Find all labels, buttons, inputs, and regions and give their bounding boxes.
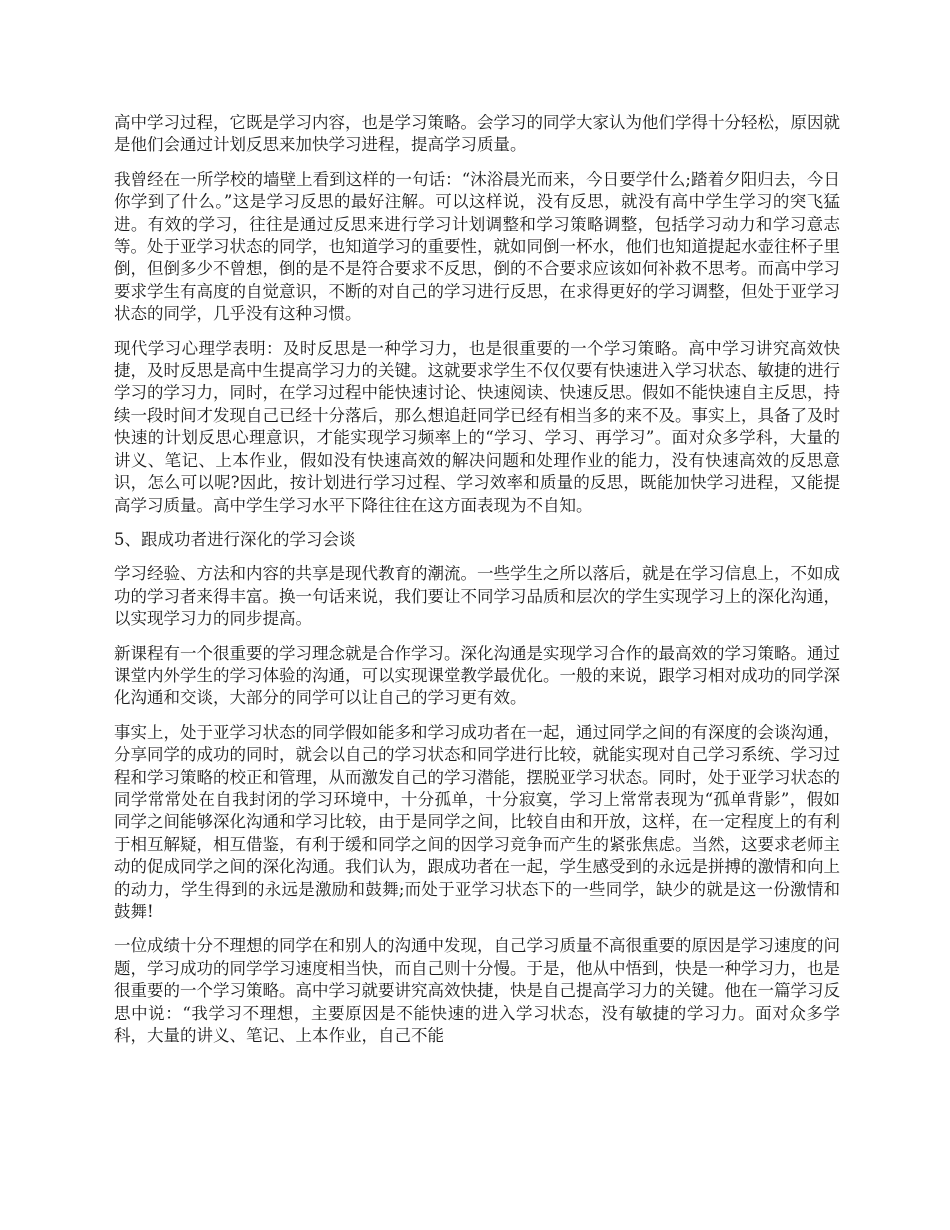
paragraph-sharing: 学习经验、方法和内容的共享是现代教育的潮流。一些学生之所以落后，就是在学习信息上，不如成功的学习者来得丰富。换一句话来说，我们要让不同学习品质和层次的学生实现学习上的深化沟通，以实现学习力的同步提高。: [114, 564, 840, 629]
section-heading: 5、跟成功者进行深化的学习会谈: [114, 529, 356, 549]
paragraph-example-student: 一位成绩十分不理想的同学在和别人的沟通中发现，自己学习质量不高很重要的原因是学习速度的问题，学习成功的同学学习速度相当快，而自己则十分慢。于是，他从中悟到，快是一种学习力，也是很重要的一个学习策略。高中学习就要讲究高效快捷，快是自己提高学习力的关键。他在一篇学习反思中说：“我学习不理想，主要原因是不能快速的进入学习状态，没有敏捷的学习力。面对众多学科，大量的讲义、笔记、上本作业，自己不能: [114, 936, 840, 1046]
paragraph-cooperation: 新课程有一个很重要的学习理念就是合作学习。深化沟通是实现学习合作的最高效的学习策略。通过课堂内外学生的学习体验的沟通，可以实现课堂教学最优化。一般的来说，跟学习相对成功的同学深化沟通和交谈，大部分的同学可以让自己的学习更有效。: [114, 643, 840, 708]
paragraph-psychology: 现代学习心理学表明：及时反思是一种学习力，也是很重要的一个学习策略。高中学习讲究高效快捷，及时反思是高中生提高学习力的关键。这就要求学生不仅仅要有快速进入学习状态、敏捷的进行学习的学习力，同时，在学习过程中能快速讨论、快速阅读、快速反思。假如不能快速自主反思，持续一段时间才发现自己已经十分落后，那么想追赶同学已经有相当多的来不及。事实上，具备了及时快速的计划反思心理意识，才能实现学习频率上的“学习、学习、再学习”。面对众多学科，大量的讲义、笔记、上本作业，假如没有快速高效的解决问题和处理作业的能力，没有快速高效的反思意识，怎么可以呢?因此，按计划进行学习过程、学习效率和质量的反思，既能加快学习进程，又能提高学习质量。高中学生学习水平下降往往在这方面表现为不自知。: [114, 338, 840, 515]
paragraph-reflection-quote: 我曾经在一所学校的墙壁上看到这样的一句话：“沐浴晨光而来，今日要学什么;踏着夕阳归去，今日你学到了什么。”这是学习反思的最好注解。可以这样说，没有反思，就没有高中学生学习的突飞猛进。有效的学习，往往是通过反思来进行学习计划调整和学习策略调整，包括学习动力和学习意志等。处于亚学习状态的同学，也知道学习的重要性，就如同倒一杯水，他们也知道提起水壶往杯子里倒，但倒多少不曾想，倒的是不是符合要求不反思，倒的不合要求应该如何补救不思考。而高中学习要求学生有高度的自觉意识，不断的对自己的学习进行反思，在求得更好的学习调整，但处于亚学习状态的同学，几乎没有这种习惯。: [114, 169, 840, 324]
document-body: [114, 112, 840, 1059]
paragraph-intro: 高中学习过程，它既是学习内容，也是学习策略。会学习的同学大家认为他们学得十分轻松，原因就是他们会通过计划反思来加快学习进程，提高学习质量。: [114, 113, 840, 155]
paragraph-deep-communication: 事实上，处于亚学习状态的同学假如能多和学习成功者在一起，通过同学之间的有深度的会谈沟通，分享同学的成功的同时，就会以自己的学习状态和同学进行比较，就能实现对自己学习系统、学习过程和学习策略的校正和管理，从而激发自己的学习潜能，摆脱亚学习状态。同时，处于亚学习状态的同学常常处在自我封闭的学习环境中，十分孤单，十分寂寞，学习上常常表现为“孤单背影”，假如同学之间能够深化沟通和学习比较，由于是同学之间，比较自由和开放，这样，在一定程度上的有利于相互解疑，相互借鉴，有利于缓和同学之间的因学习竞争而产生的紧张焦虑。当然，这要求老师主动的促成同学之间的深化沟通。我们认为，跟成功者在一起，学生感受到的永远是拼搏的激情和向上的动力，学生得到的永远是激励和鼓舞;而处于亚学习状态下的一些同学，缺少的就是这一份激情和鼓舞!: [114, 722, 840, 921]
